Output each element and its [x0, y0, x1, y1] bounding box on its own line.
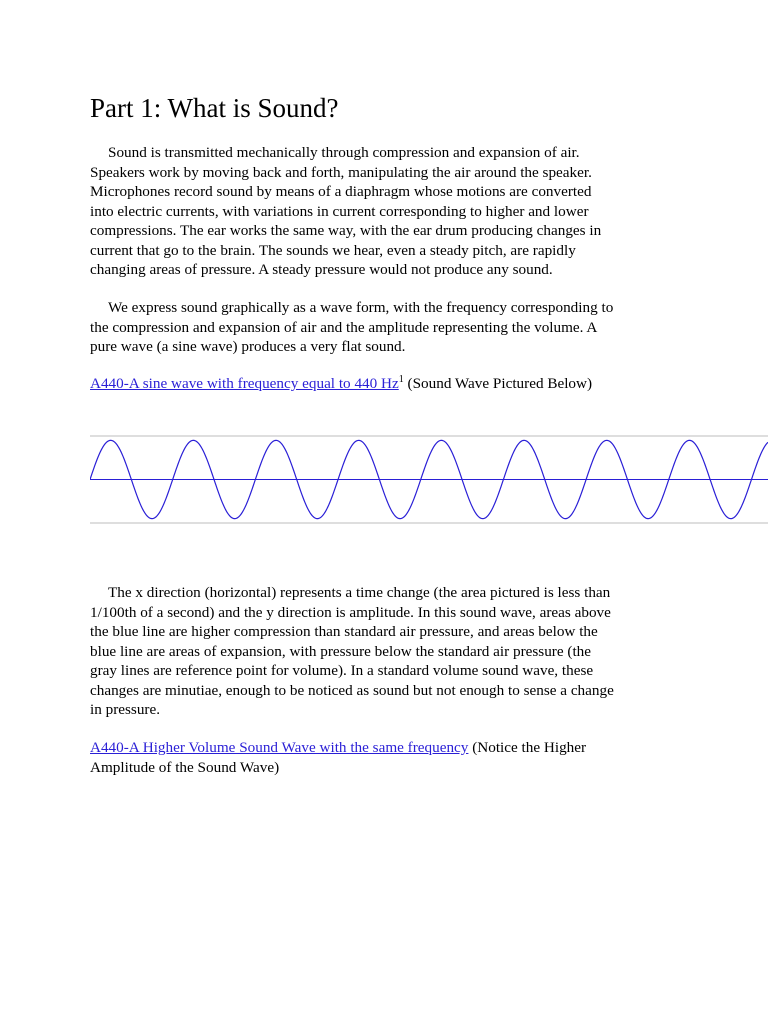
- link-caption: (Notice the Higher: [468, 739, 587, 756]
- text-line: gray lines are reference point for volume). In a standard volume sound wave, these: [90, 662, 594, 679]
- paragraph-sound-intro: [90, 143, 690, 280]
- text-line: pure wave (a sine wave) produces a very flat sound.: [90, 338, 406, 355]
- text-line: changing areas of pressure. A steady pressure would not produce any sound.: [90, 261, 553, 278]
- link-line-sine-wave: [90, 374, 690, 394]
- link-caption-continued: Amplitude of the Sound Wave): [90, 758, 280, 776]
- text-line: Sound is transmitted mechanically through compression and expansion of air.: [108, 144, 580, 161]
- text-line: blue line are areas of expansion, with pressure below the standard air pressure (the: [90, 642, 592, 660]
- text-line: into electric currents, with variations in current corresponding to higher and lower: [90, 202, 589, 220]
- paragraph-axes-explanation: [90, 583, 690, 720]
- text-line: The x direction (horizontal) represents a time change (the area pictured is less than: [108, 584, 611, 601]
- text-line: changes are minutiae, enough to be noticed as sound but not enough to sense a change: [90, 681, 614, 699]
- link-caption: (Sound Wave Pictured Below): [403, 375, 593, 392]
- text-line: Microphones record sound by means of a diaphragm whose motions are converted: [90, 183, 592, 200]
- text-line: current that go to the brain. The sounds we hear, even a steady pitch, are rapidly: [90, 241, 576, 259]
- text-line: in pressure.: [90, 701, 161, 718]
- sine-wave-link[interactable]: A440-A sine wave with frequency equal to 440 Hz: [90, 375, 399, 392]
- page-title: Part 1: What is Sound?: [90, 93, 339, 123]
- text-line: We express sound graphically as a wave form, with the frequency corresponding to: [108, 299, 614, 316]
- text-line: Speakers work by moving back and forth, manipulating the air around the speaker.: [90, 163, 592, 181]
- text-line: the compression and expansion of air and the amplitude representing the volume. A: [90, 318, 598, 336]
- higher-volume-wave-link[interactable]: A440-A Higher Volume Sound Wave with the same frequency: [90, 739, 469, 756]
- text-line: 1/100th of a second) and the y direction is amplitude. In this sound wave, areas above: [90, 603, 611, 621]
- footnote-marker: 1: [398, 374, 404, 385]
- sine-wave-figure: [90, 430, 768, 530]
- paragraph-wave-form: [90, 298, 690, 357]
- link-line-higher-volume: [90, 738, 690, 777]
- text-line: compressions. The ear works the same way, with the ear drum producing changes in: [90, 222, 602, 239]
- text-line: the blue line are higher compression than standard air pressure, and areas below the: [90, 623, 598, 640]
